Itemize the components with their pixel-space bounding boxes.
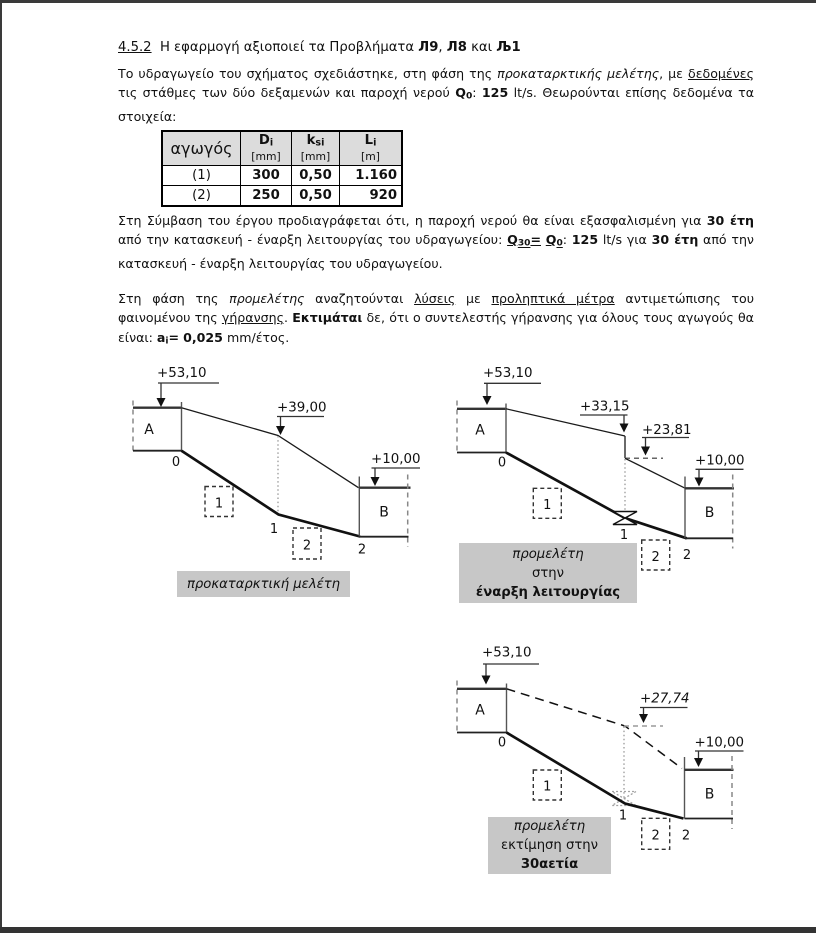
table-row (162, 186, 402, 207)
elevation-label-source: +53,10 (482, 645, 532, 661)
node-1-label: 1 (269, 522, 279, 537)
page-border-top (0, 0, 816, 3)
elevation-marker-dest (371, 452, 421, 486)
cell-pipe-id: (1) (162, 166, 241, 186)
elevation-marker-source (483, 366, 542, 405)
diagram-startup (450, 360, 785, 615)
pipe-1-box (533, 770, 561, 800)
header-cell-roughness: ksi [mm] (292, 131, 340, 166)
pipe-2-label: 2 (651, 550, 660, 565)
cell-pipe-id: (2) (162, 186, 241, 207)
pipe-1-label: 1 (214, 496, 224, 512)
valve-icon (613, 512, 637, 525)
pipe-1-label: 1 (543, 498, 552, 513)
caption-line: 30αετία (520, 857, 579, 872)
elevation-label-mid: +39,00 (277, 400, 327, 416)
elevation-marker-source (482, 646, 540, 685)
reservoir-a-label: A (475, 702, 485, 719)
diagram-preliminary-study (115, 360, 450, 610)
pipes-table (161, 130, 403, 207)
caption-line: εκτίμηση στην (501, 838, 598, 853)
elevation-label-mid: +33,15 (580, 399, 630, 415)
elevation-marker-mid (639, 692, 690, 724)
node-2-label: 2 (681, 828, 691, 844)
reservoir-b (685, 475, 734, 549)
header-cell-length: Li [m] (340, 131, 403, 166)
reservoir-b (359, 475, 410, 548)
diagram-30year (450, 640, 785, 890)
down-arrow-icon (620, 424, 629, 433)
pipe-2-box (642, 818, 670, 849)
paragraph-contract: Στη Σύμβαση του έργου προδιαγράφεται ότι, η παροχή νερού θα είναι εξασφαλισμένη για 30 έτη από την κατασκευή - έναρξη λειτουργίας του υδραγωγείου: Q30= Q0: 125 lt/s για 30 έτη από την κατασκευή - έναρξη λειτουργίας του υδραγωγείου. (118, 213, 754, 272)
caption-line: προμελέτη (512, 546, 584, 562)
elevation-marker-mid (276, 401, 327, 436)
reservoir-b-label: B (704, 786, 715, 803)
node-1-label: 1 (619, 528, 629, 543)
caption-preliminary-study (177, 571, 350, 597)
caption-line: στην (531, 565, 565, 581)
caption-30year (488, 817, 611, 874)
paragraph-aging: Στη φάση της προμελέτης αναζητούνται λύσεις με προληπτικά μέτρα αντιμετώπισης του φαινομένου της γήρανσης. Εκτιμάται δε, ότι ο συντελεστής γήρανσης για όλους τους αγωγούς θα είναι: ai= 0,025 mm/έτος. (118, 291, 754, 347)
elevation-label-dest: +10,00 (371, 452, 421, 467)
down-arrow-icon (483, 396, 492, 405)
reservoir-a-label: A (475, 422, 485, 439)
down-arrow-icon (371, 477, 380, 486)
elevation-label-drop: +23,81 (642, 423, 692, 438)
reservoir-a-label: A (144, 422, 154, 438)
reservoir-b (685, 756, 734, 829)
page-border-bottom (0, 927, 816, 933)
hydraulic-grade-line-2 (625, 458, 685, 488)
table-header-row (162, 131, 402, 166)
pipe-1-label: 1 (543, 779, 552, 795)
table-row (162, 166, 402, 186)
pipe-2-box (642, 540, 670, 570)
caption-line: προμελέτη (513, 819, 586, 834)
node-1-label: 1 (618, 808, 628, 824)
down-arrow-icon (695, 478, 704, 487)
caption-line: προκαταρκτική μελέτη (186, 576, 341, 592)
cell-diameter: 300 (241, 166, 292, 186)
pipe-2-label: 2 (651, 828, 660, 844)
node-0-label: 0 (497, 735, 507, 751)
elevation-marker-source (157, 366, 220, 407)
elevation-label-source: +53,10 (483, 366, 533, 381)
pipe-2-label: 2 (302, 538, 312, 554)
node-2-label: 2 (682, 548, 692, 563)
down-arrow-icon (694, 758, 703, 767)
cell-length: 920 (340, 186, 403, 207)
reservoir-a (133, 401, 182, 454)
reservoir-a (457, 681, 507, 734)
caption-startup (459, 543, 637, 603)
elevation-marker-dest (694, 736, 744, 768)
cell-diameter: 250 (241, 186, 292, 207)
pipe-profile (507, 733, 684, 819)
paragraph-intro: Το υδραγωγείο του σχήματος σχεδιάστηκε, στη φάση της προκαταρκτικής μελέτης, με δεδομένες τις στάθμες των δύο δεξαμενών και παροχή νερού Q0: 125 lt/s. Θεωρούνται επίσης δεδομένα τα στοιχεία: (118, 66, 754, 125)
pipes-table-wrap (161, 130, 403, 207)
pipe-1-box (533, 488, 561, 518)
header-cell-pipe: αγωγός (162, 131, 241, 166)
caption-line: έναρξη λειτουργίας (475, 584, 621, 600)
reservoir-b-label: B (704, 505, 715, 521)
elevation-label-mid: +27,74 (640, 691, 690, 707)
down-arrow-icon (276, 426, 285, 435)
elevation-marker-drop (641, 423, 692, 456)
elevation-label-source: +53,10 (157, 366, 207, 381)
pipe-1-box (205, 487, 233, 517)
hydraulic-grade-line (182, 408, 359, 488)
down-arrow-icon (639, 714, 648, 723)
node-0-label: 0 (171, 455, 181, 470)
down-arrow-icon (482, 676, 491, 685)
node-2-label: 2 (357, 542, 367, 558)
elevation-label-dest: +10,00 (695, 453, 745, 469)
section-heading: 4.5.2 Η εφαρμογή αξιοποιεί τα Προβλήματα Л9, Л8 και Љ1 (118, 40, 521, 55)
reservoir-b-label: B (379, 504, 389, 521)
cell-roughness: 0,50 (292, 166, 340, 186)
pipe-2-box (293, 528, 321, 559)
cell-length: 1.160 (340, 166, 403, 186)
elevation-marker-dest (695, 454, 745, 487)
node-0-label: 0 (497, 455, 507, 471)
down-arrow-icon (157, 398, 166, 407)
page-border-left (0, 0, 2, 933)
reservoir-a (457, 401, 506, 454)
elevation-label-dest: +10,00 (694, 735, 745, 751)
cell-roughness: 0,50 (292, 186, 340, 207)
header-cell-diameter: Di [mm] (241, 131, 292, 166)
down-arrow-icon (641, 447, 650, 456)
